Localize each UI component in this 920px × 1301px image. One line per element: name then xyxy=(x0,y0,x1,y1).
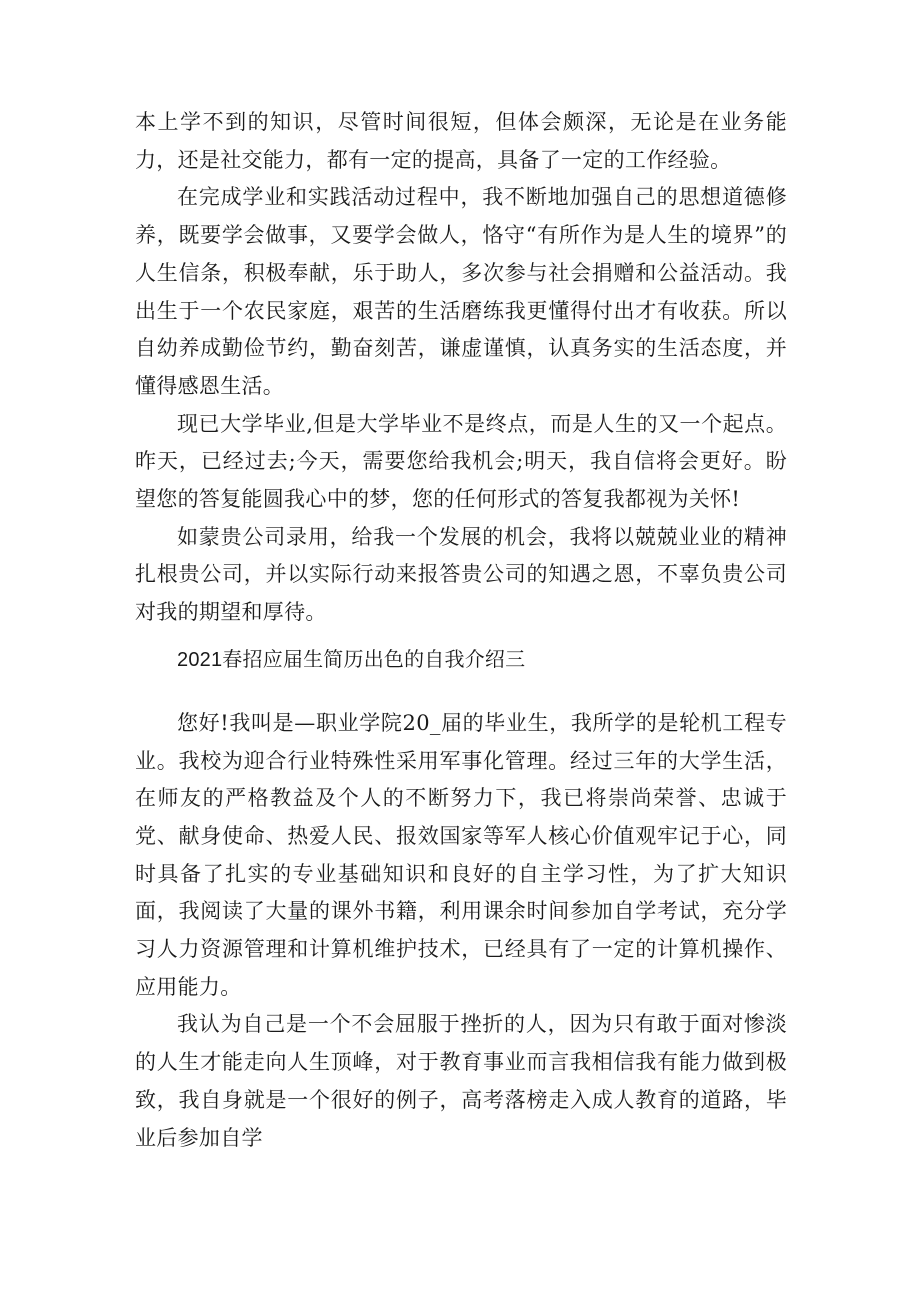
paragraph-self-assessment: 我认为自己是一个不会屈服于挫折的人，因为只有敢于面对惨淡的人生才能走向人生顶峰，对于教育事业而言我相信我有能力做到极致，我自身就是一个很好的例子，高考落榜走入成人教育的道路，毕业后参加自学 xyxy=(135,1012,787,1150)
paragraph-graduation: 现已大学毕业,但是大学毕业不是终点，而是人生的又一个起点。昨天，已经过去;今天，需要您给我机会;明天，我自信将会更好。盼望您的答复能圆我心中的梦，您的任何形式的答复我都视为关怀! xyxy=(135,411,787,512)
document-body xyxy=(135,104,787,1157)
paragraph-introduction: 您好!我叫是—职业学院20_届的毕业生，我所学的是轮机工程专业。我校为迎合行业特殊性采用军事化管理。经过三年的大学生活，在师友的严格教益及个人的不断努力下，我已将崇尚荣誉、忠诚于党、献身使命、热爱人民、报效国家等军人核心价值观牢记于心，同时具备了扎实的专业基础知识和良好的自主学习性，为了扩大知识面，我阅读了大量的课外书籍，利用课余时间参加自学考试，充分学习人力资源管理和计算机维护技术，已经具有了一定的计算机操作、应用能力。 xyxy=(135,710,787,999)
section-heading: 2021春招应届生简历出色的自我介绍三 xyxy=(177,648,526,671)
spacer xyxy=(135,632,787,642)
paragraph-moral-cultivation: 在完成学业和实践活动过程中，我不断地加强自己的思想道德修养，既要学会做事，又要学会做人，恪守“有所作为是人生的境界”的人生信条，积极奉献，乐于助人，多次参与社会捐赠和公益活动。我出生于一个农民家庭，艰苦的生活磨练我更懂得付出才有收获。所以自幼养成勤俭节约，勤奋刻苦，谦虚谨慎，认真务实的生活态度，并懂得感恩生活。 xyxy=(135,185,787,398)
paragraph-continuation: 本上学不到的知识，尽管时间很短，但体会颇深，无论是在业务能力，还是社交能力，都有一定的提高，具备了一定的工作经验。 xyxy=(135,110,787,172)
paragraph-employment-hope: 如蒙贵公司录用，给我一个发展的机会，我将以兢兢业业的精神扎根贵公司，并以实际行动来报答贵公司的知遇之恩，不辜负贵公司对我的期望和厚待。 xyxy=(135,524,787,625)
